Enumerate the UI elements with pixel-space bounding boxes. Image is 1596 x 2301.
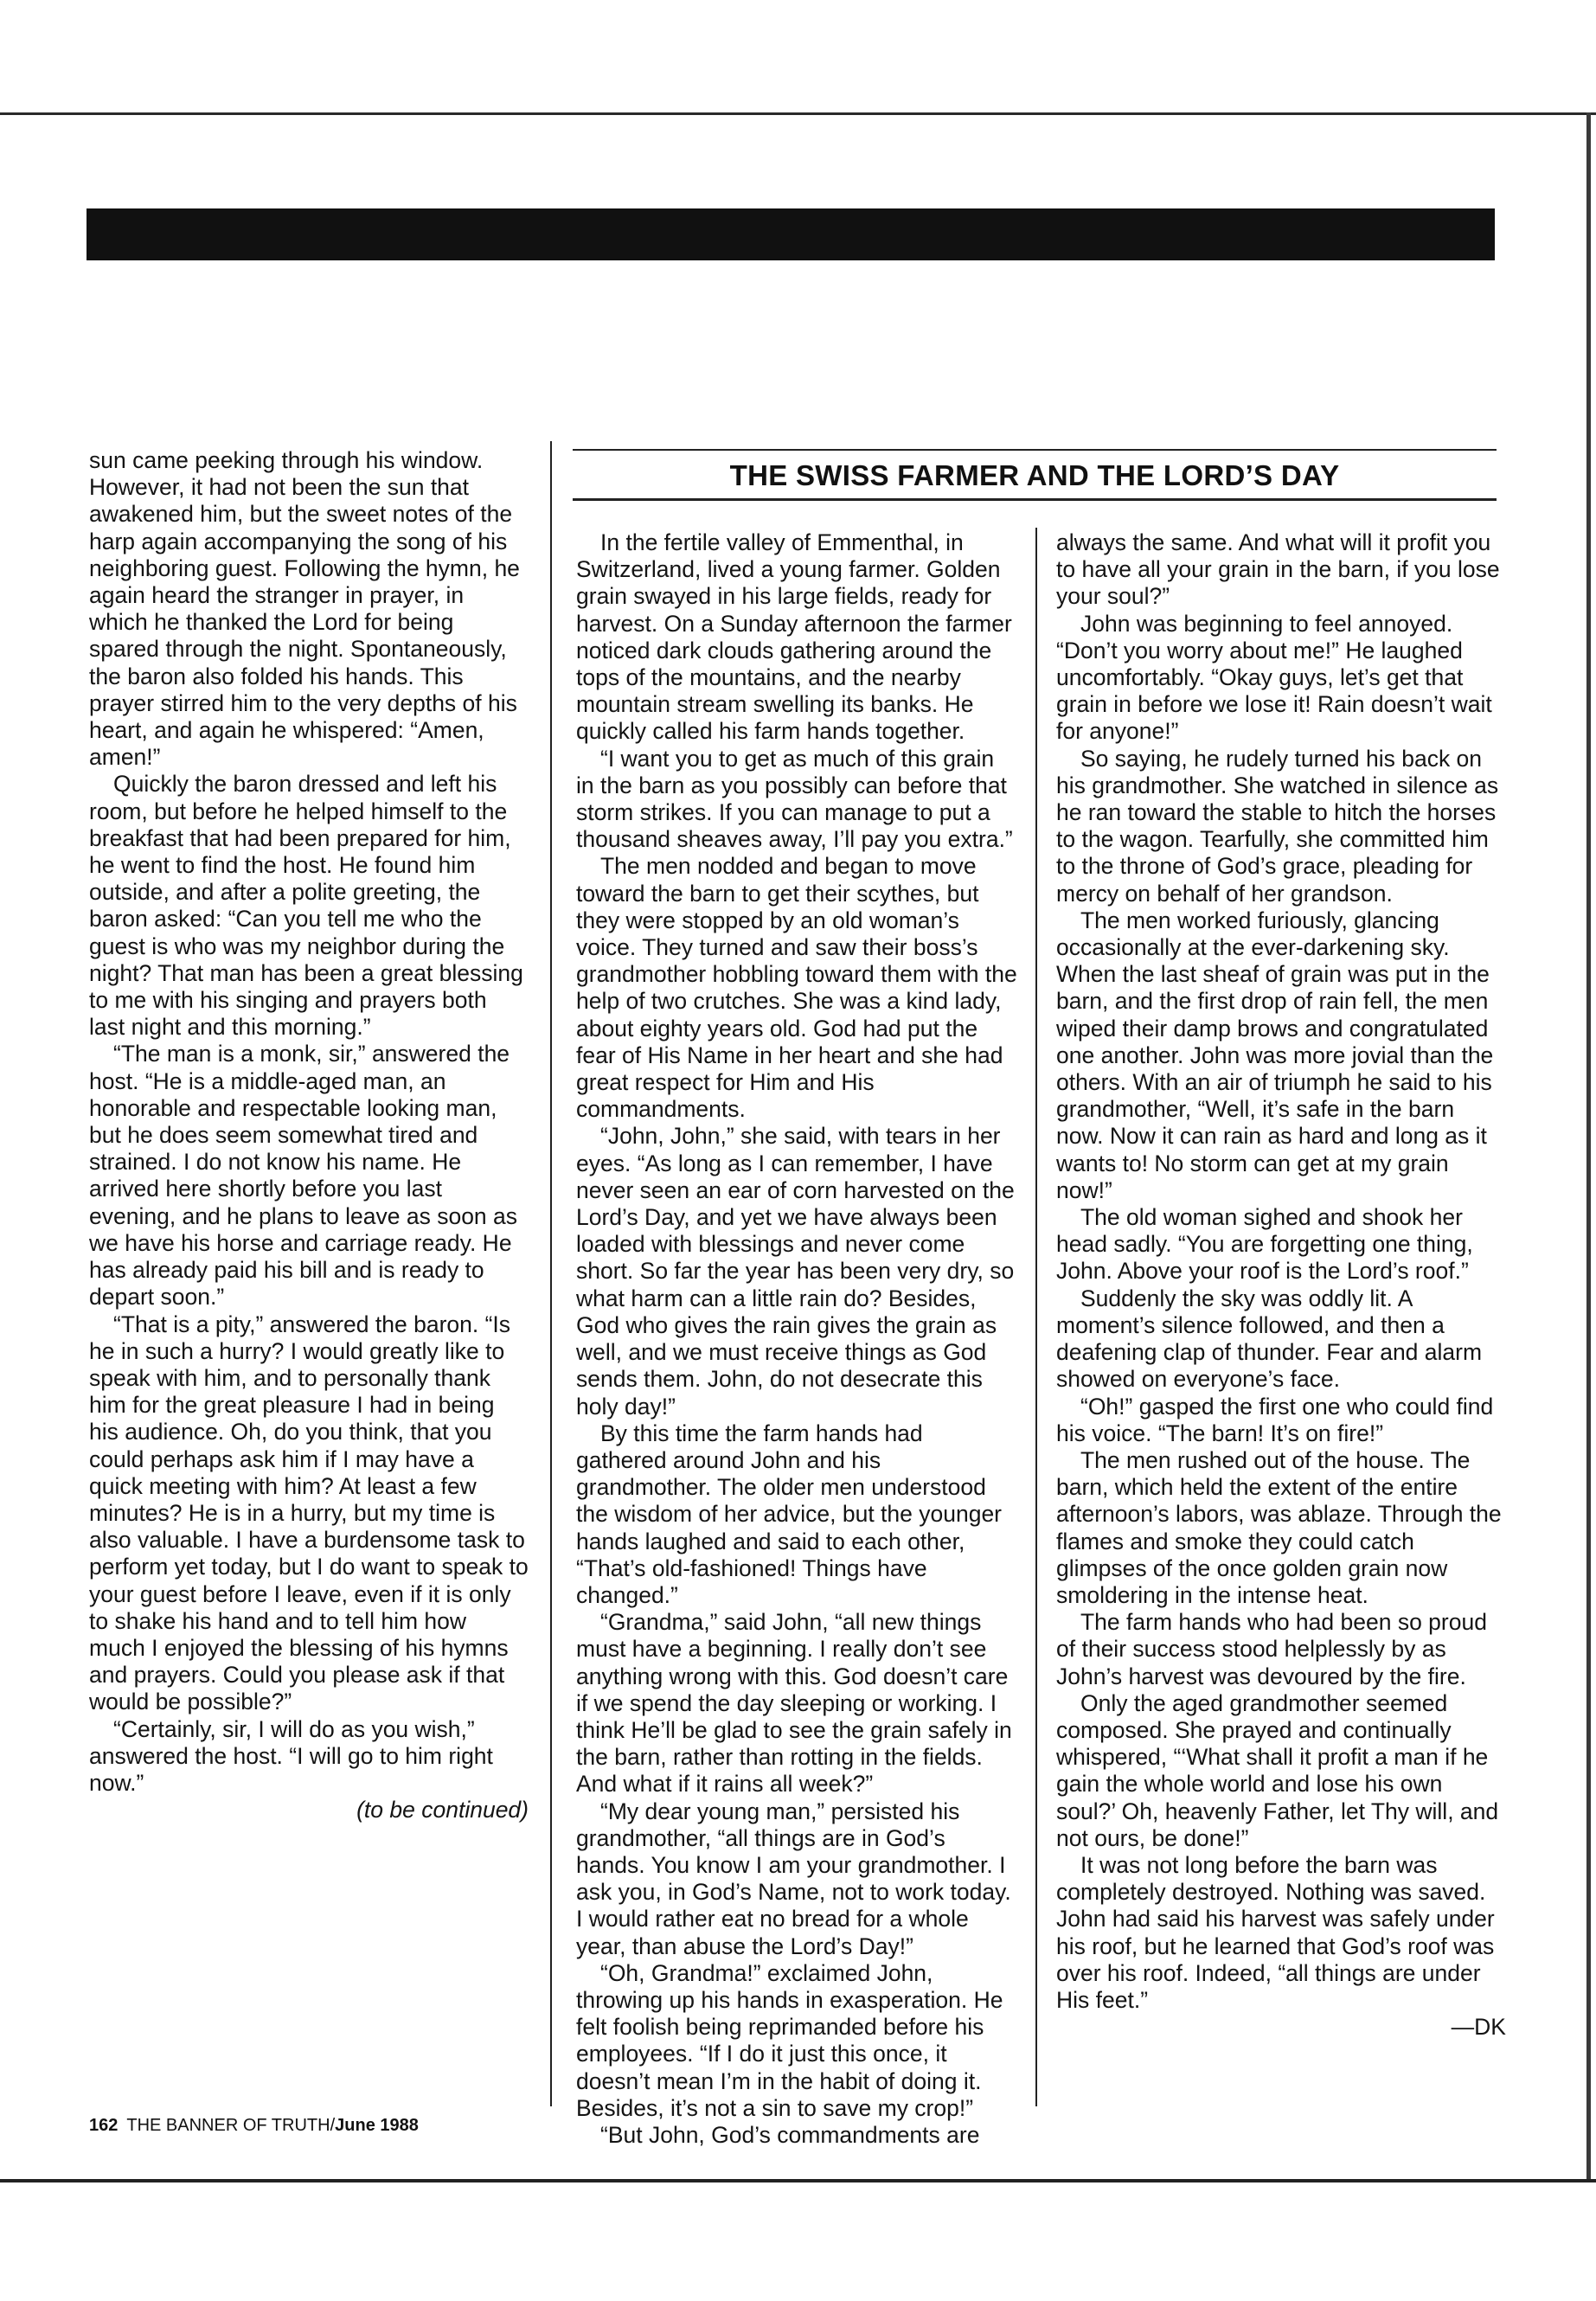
article-title: THE SWISS FARMER AND THE LORD’S DAY	[729, 459, 1340, 491]
page-bottom-rule	[0, 2179, 1596, 2182]
col3-paragraph-10: Only the aged grandmother seemed composed. She prayed and continually whispered, “‘What shall it profit a man if he gain the whole world and lose his own soul?’ Oh, heavenly Father, let Thy will, and not ours, be done!”	[1056, 1689, 1499, 1851]
col3-paragraph-5: The old woman sighed and shook her head sadly. “You are forgetting one thing, John. Above your roof is the Lord’s roof.”	[1056, 1204, 1473, 1285]
col2-paragraph-2: “I want you to get as much of this grain in the barn as you possibly can before that storm strikes. If you can manage to put a thousand sheaves away, I’ll pay you extra.”	[576, 745, 1013, 853]
title-rule-bottom	[573, 498, 1497, 501]
col1-paragraph-2: Quickly the baron dressed and left his room, but before he helped himself to the breakfast that had been prepared for him, he went to find the host. He found him outside, and after a polite greeting, the baron asked: “Can you tell me who the guest is who was my neighbor during the night? That man has been a great blessing to me with his singing and prayers both last night and this morning.”	[89, 771, 523, 1041]
title-rule-top	[573, 449, 1497, 451]
col3-paragraph-11: It was not long before the barn was completely destroyed. Nothing was saved. John had said his harvest was safely under his roof, but he learned that God’s roof was over his roof. Indeed, “all things are under His feet.”	[1056, 1851, 1495, 2013]
col2-paragraph-5: By this time the farm hands had gathered around John and his grandmother. The older men understood the wisdom of her advice, but the younger hands laughed and said to each other, “That’s old-fashioned! Things have changed.”	[576, 1420, 1003, 1608]
column-divider-2	[1035, 528, 1037, 2106]
scan-edge-right	[1586, 112, 1591, 2180]
col2-paragraph-8: “Oh, Grandma!” exclaimed John, throwing up his hands in exasperation. He felt foolish being reprimanded before his employees. “If I do it just this once, it doesn’t mean I’m in the habit of doing it. Besides, it’s not a sin to save my crop!”	[576, 1959, 1003, 2121]
col2-paragraph-1: In the fertile valley of Emmenthal, in Switzerland, lived a young farmer. Golden grain swayed in his large fields, ready for harvest. On a Sunday afternoon the farmer noticed dark clouds gathering around the tops of the mountains, and the nearby mountain stream swelling its banks. He quickly called his farm hands together.	[576, 529, 1012, 745]
col3-paragraph-1: always the same. And what will it profit you to have all your grain in the barn, if you lose your soul?”	[1056, 529, 1500, 610]
col3-paragraph-8: The men rushed out of the house. The barn, which held the extent of the entire afternoon’s labors, was ablaze. Through the flames and smoke they could catch glimpses of the once golden grain now smoldering in the intense heat.	[1056, 1446, 1502, 1608]
col3-paragraph-6: Suddenly the sky was oddly lit. A moment’s silence followed, and then a deafening clap of thunder. Fear and alarm showed on everyone’s face.	[1056, 1285, 1483, 1393]
column-2	[576, 529, 1017, 2148]
col1-paragraph-3: “The man is a monk, sir,” answered the host. “He is a middle-aged man, an honorable and respectable looking man, but he does seem somewhat tired and strained. I do not know his name. He arrived here shortly before you last evening, and he plans to leave as soon as we have his horse and carriage ready. He has already paid his bill and is ready to depart soon.”	[89, 1041, 518, 1311]
col3-paragraph-2: John was beginning to feel annoyed. “Don’t you worry about me!” He laughed uncomfortably. “Okay guys, let’s get that grain in before we lose it! Rain doesn’t wait for anyone!”	[1056, 610, 1492, 745]
col3-paragraph-7: “Oh!” gasped the first one who could find his voice. “The barn! It’s on fire!”	[1056, 1393, 1494, 1446]
col1-paragraph-5: “Certainly, sir, I will do as you wish,” answered the host. “I will go to him right now.”	[89, 1715, 493, 1796]
col2-paragraph-6: “Grandma,” said John, “all new things must have a beginning. I really don’t see anything wrong with this. God doesn’t care if we spend the day sleeping or working. I think He’ll be glad to see the grain safely in the barn, rather than rotting in the fields. And what if it rains all week?”	[576, 1609, 1012, 1798]
col2-paragraph-3: The men nodded and began to move toward the barn to get their scythes, but they were stopped by an old woman’s voice. They turned and saw their boss’s grandmother hobbling toward them with the help of two crutches. She was a kind lady, about eighty years old. God had put the fear of His Name in her heart and she had great respect for Him and His commandments.	[576, 853, 1017, 1123]
page-footer	[89, 2115, 419, 2136]
page-top-rule	[0, 112, 1596, 115]
header-banner-bar	[87, 208, 1495, 260]
column-divider-1	[550, 441, 552, 2106]
column-1	[89, 447, 529, 1823]
col1-paragraph-4: “That is a pity,” answered the baron. “Is he in such a hurry? I would greatly like to speak with him, and to personally thank him for the great pleasure I had in being his audience. Oh, do you think, that you could perhaps ask him if I may have a quick meeting with him? At least a few minutes? He is in a hurry, but my time is also valuable. I have a burdensome task to perform yet today, but I do want to speak to your guest before I leave, even if it is only to shake his hand and to tell him how much I enjoyed the blessing of his hymns and prayers. Could you please ask if that would be possible?”	[89, 1311, 529, 1715]
author-signature: —DK	[1451, 2014, 1506, 2041]
col2-paragraph-4: “John, John,” she said, with tears in her eyes. “As long as I can remember, I have never seen an ear of corn harvested on the Lord’s Day, and yet we have always been loaded with blessings and never come short. So far the year has been very dry, so what harm can a little rain do? Besides, God who gives the rain gives the grain as well, and we must receive things as God sends them. John, do not desecrate this holy day!”	[576, 1123, 1015, 1420]
to-be-continued-note: (to be continued)	[356, 1797, 529, 1823]
issue-date: June 1988	[335, 2116, 419, 2135]
col3-paragraph-4: The men worked furiously, glancing occasionally at the ever-darkening sky. When the last sheaf of grain was put in the barn, and the first drop of rain fell, the men wiped their damp brows and congratulated one another. John was more jovial than the others. With an air of triumph he said to his grandmother, “Well, it’s safe in the barn now. Now it can rain as hard and long as it wants to! No storm can get at my grain now!”	[1056, 907, 1494, 1203]
page-number: 162	[89, 2116, 119, 2135]
publication-name: THE BANNER OF TRUTH/	[126, 2116, 336, 2135]
col1-paragraph-1: sun came peeking through his window. However, it had not been the sun that awakened him, but the sweet notes of the harp again accompanying the song of his neighboring guest. Following the hymn, he again heard the stranger in prayer, in which he thanked the Lord for being spared through the night. Spontaneously, the baron also folded his hands. This prayer stirred him to the very depths of his heart, and again he whispered: “Amen, amen!”	[89, 447, 520, 771]
col2-paragraph-9: “But John, God’s commandments are	[600, 2121, 980, 2148]
col3-paragraph-9: The farm hands who had been so proud of their success stood helplessly by as John’s harvest was devoured by the fire.	[1056, 1609, 1487, 1689]
column-3	[1056, 529, 1506, 2061]
col3-paragraph-3: So saying, he rudely turned his back on his grandmother. She watched in silence as he ran toward the stable to hitch the horses to the wagon. Tearfully, she committed him to the throne of God’s grace, pleading for mercy on behalf of her grandson.	[1056, 745, 1499, 907]
col2-paragraph-7: “My dear young man,” persisted his grandmother, “all things are in God’s hands. You know I am your grandmother. I ask you, in God’s Name, not to work today. I would rather eat no bread for a whole year, than abuse the Lord’s Day!”	[576, 1798, 1011, 1959]
